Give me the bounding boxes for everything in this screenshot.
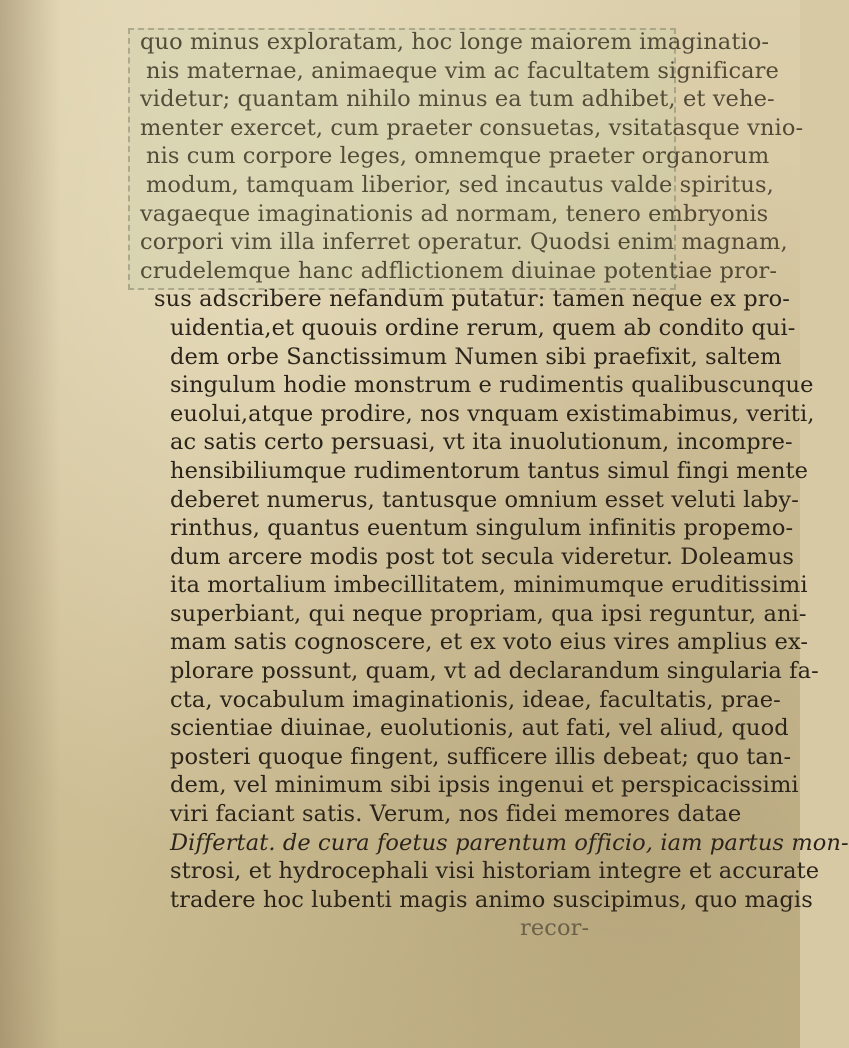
text-line: tradere hoc lubenti magis animo suscipimus, quo magis [170,886,813,913]
text-line: vagaeque imaginationis ad normam, tenero embryonis [140,200,769,227]
text-line: posteri quoque fingent, sufficere illis debeat; quo tan- [170,743,792,770]
text-line: rinthus, quantus euentum singulum infinitis propemo- [170,515,794,542]
text-line: mam satis cognoscere, et ex voto eius vires amplius ex- [170,629,809,656]
text-line: hensibiliumque rudimentorum tantus simul fingi mente [170,457,809,484]
text-line: scientiae diuinae, euolutionis, aut fati, vel aliud, quod [170,715,789,742]
catchword: recor- [520,915,590,942]
text-line: dem, vel minimum sibi ipsis ingenui et perspicacissimi [170,772,799,799]
text-line: videtur; quantam nihilo minus ea tum adhibet, et vehe- [140,86,775,113]
text-line: nis maternae, animaeque vim ac facultatem significare [146,57,779,84]
text-line: strosi, et hydrocephali visi historiam integre et accurate [170,858,820,885]
text-line: quo minus exploratam, hoc longe maiorem imaginatio- [140,29,770,55]
text-line: nis cum corpore leges, omnemque praeter organorum [146,143,770,170]
text-line: ac satis certo persuasi, vt ita inuolutionum, incompre- [170,429,793,456]
text-line: Differtat. de cura foetus parentum officio, iam partus mon- [170,829,849,856]
text-line: deberet numerus, tantusque omnium esset veluti laby- [170,486,799,513]
page-edge-shadow [0,0,60,1048]
text-line: modum, tamquam liberior, sed incautus valde spiritus, [146,171,774,198]
text-line: plorare possunt, quam, vt ad declarandum singularia fa- [170,658,819,685]
text-line: menter exercet, cum praeter consuetas, vsitatasque vnio- [140,114,804,141]
text-line: uidentia,et quouis ordine rerum, quem ab condito qui- [170,314,796,341]
text-line: crudelemque hanc adflictionem diuinae potentiae pror- [140,257,778,284]
text-line: dum arcere modis post tot secula videretur. Doleamus [170,543,794,570]
text-line: singulum hodie monstrum e rudimentis qualibuscunque [170,372,814,399]
text-line: ita mortalium imbecillitatem, minimumque eruditissimi [170,572,808,599]
text-line: superbiant, qui neque propriam, qua ipsi reguntur, ani- [170,600,807,627]
latin-text-body [140,28,849,943]
text-line: dem orbe Sanctissimum Numen sibi praefixit, saltem [170,343,782,370]
text-line: euolui,atque prodire, nos vnquam existimabimus, veriti, [170,400,815,427]
text-line: viri faciant satis. Verum, nos fidei memores datae [170,801,742,828]
text-line: corpori vim illa inferret operatur. Quodsi enim magnam, [140,229,788,256]
text-line: cta, vocabulum imaginationis, ideae, facultatis, prae- [170,686,781,713]
text-line: sus adscribere nefandum putatur: tamen neque ex pro- [154,286,790,313]
